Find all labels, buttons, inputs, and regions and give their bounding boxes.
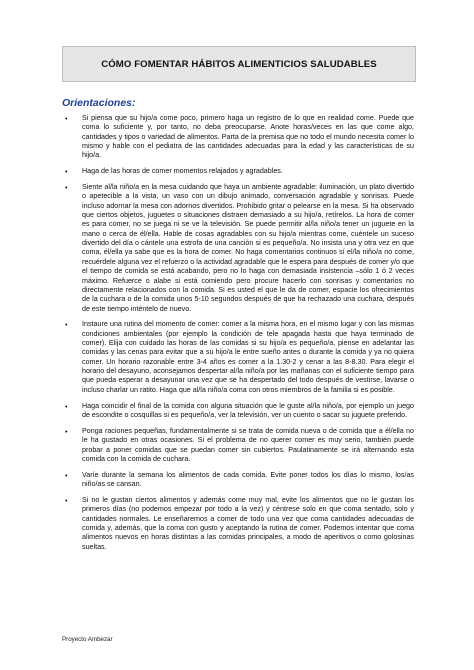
bullet-icon: • bbox=[65, 114, 68, 123]
document-title: CÓMO FOMENTAR HÁBITOS ALIMENTICIOS SALUDABLES bbox=[101, 58, 377, 70]
list-item bbox=[62, 167, 414, 176]
list-item-text: Haga coincidir el final de la comida con alguna situación que le guste al/la niño/a, por ejemplo un juego de escondite o cosquillas si es pequeño/a, ver la televisión, ver un cuento o sacar su juguete preferido. bbox=[82, 401, 414, 419]
bullet-icon: • bbox=[65, 401, 68, 411]
list-item bbox=[62, 471, 414, 490]
list-item-text: Varíe durante la semana los alimentos de cada comida. Evite poner todos los días lo mismo, los/as niño/as se cansan. bbox=[82, 470, 414, 489]
bullet-icon: • bbox=[65, 320, 68, 330]
bullet-icon: • bbox=[65, 183, 68, 193]
list-item-text: Si no le gustan ciertos alimentos y además come muy mal, evite los alimentos que no le gustan los primeros días (no podemos empezar por todo a la vez) y céntrese solo en que coma sentado, solo y cantidades normales. Le enseñaremos a comer de todo una vez que coma cantidades adecuadas de comida y, además, que la coma con gusto y aceptando la rutina de comer. Podemos intentar que coma alimentos nuevos en horas distintas a las comidas principales, a modo de aperitivos o como golosinas sueltas. bbox=[82, 495, 414, 551]
list-item bbox=[62, 114, 414, 161]
bullet-icon: • bbox=[65, 426, 68, 436]
list-item-text: Haga de las horas de comer momentos relajados y agradables. bbox=[82, 167, 283, 176]
list-item-text: Siente al/la niño/a en la mesa cuidando que haya un ambiente agradable: iluminación, un plato divertido o apetecible a la vista, un vaso con un dibujo animado, conversación agradable y sonrisas. Puede incluso adornar la mesa con adornos divertidos. Prohibido gritar o pelearse en la mesa. Si ha observado que ciertos objetos, juguetes o situaciones distraen demasiado a su hijo/a, retírelos. La hora de comer es para comer, no se juega ni se ve la televisión. Se puede permitir al/la niño/a tener un juguete en la mano o cerca de él/ella. Hable de cosas agradables con su hijo/a mientras come, cuéntele un suceso divertido del día o cántele una estrofa de una canción si es pequeño/a. No insista una y otra vez en que coma, él/ella ya sabe que es la hora de comer. No haga comentarios continuos sí el/la niño/a no come, recuérdele alguna vez el refuerzo o la actividad agradable que le espera para después de comer y/o que el tiempo de comida se está acabando, pero no lo haga con demasiada insistencia –sólo 1 ó 2 veces máximo. Refuerce o alabe si está comiendo pero procure hacerlo con sonrisas y comentarios no directamente relacionados con la comida. Si es usted el que le da de comer, espacie los ofrecimientos de la cuchara o de la comida unos 5-10 segundos después de que ha rechazado una cuchara, después de este tiempo inténtelo de nuevo. bbox=[82, 183, 414, 313]
list-item bbox=[62, 320, 414, 395]
list-item bbox=[62, 496, 414, 552]
title-box bbox=[62, 46, 416, 82]
list-item bbox=[62, 427, 414, 464]
bullet-icon: • bbox=[65, 495, 68, 505]
bullet-icon: • bbox=[65, 167, 68, 177]
list-item-text: Si piensa que su hijo/a come poco, primero haga un registro de lo que en realidad come. Puede que coma lo suficiente y, por tanto, no deba preocuparse. Anote horas/veces en las que come algo, cantidades y tipos o variedad de alimentos. Parta de la premisa que no todo el mundo necesita comer lo mismo y hable con el pediatra de las cantidades adecuadas para la edad y las características de su hijo/a. bbox=[82, 114, 414, 160]
section-heading: Orientaciones: bbox=[62, 97, 136, 109]
list-item bbox=[62, 183, 414, 314]
list-item-text: Ponga raciones pequeñas, fundamentalmente si se trata de comida nueva o de comida que a él/ella no le ha gustado en otras ocasiones. Si el problema de no querer comer es muy serio, también puede probar a poner comidas que se puedan comer sin cubiertos. Paulatinamente se irá alternando esta comida con la comida de cuchara. bbox=[82, 426, 414, 463]
bullet-list bbox=[62, 114, 414, 558]
list-item bbox=[62, 402, 414, 421]
page-footer: Proyecto Ambezar bbox=[62, 636, 113, 643]
list-item-text: Instaure una rutina del momento de comer: comer a la misma hora, en el mismo lugar y con las mismas condiciones ambientales (por ejemplo la condición de tele apagada hasta que haya terminado de comer). Elija con cuidado las horas de las comidas si su hijo/a es pequeño/a, piense en adelantar las comidas y las cenas para evitar que a su hijo/a le entre sueño antes o durante la comida y ya no quiera comer. Un horario razonable entre 3-4 años es comer a la 1.30-2 y cenar a las 8-8.30. Para elegir el horario del desayuno, aconsejamos despertar al/la niño/a por las mañanas con el suficiente tiempo para que pueda esperar a desayunar una vez que se ha despertado del todo después de vestirse, lavarse o incluso charlar un ratito. Haga que al/la niño/a coma con otros miembros de la familia si es posible. bbox=[82, 320, 414, 394]
bullet-icon: • bbox=[65, 470, 68, 480]
